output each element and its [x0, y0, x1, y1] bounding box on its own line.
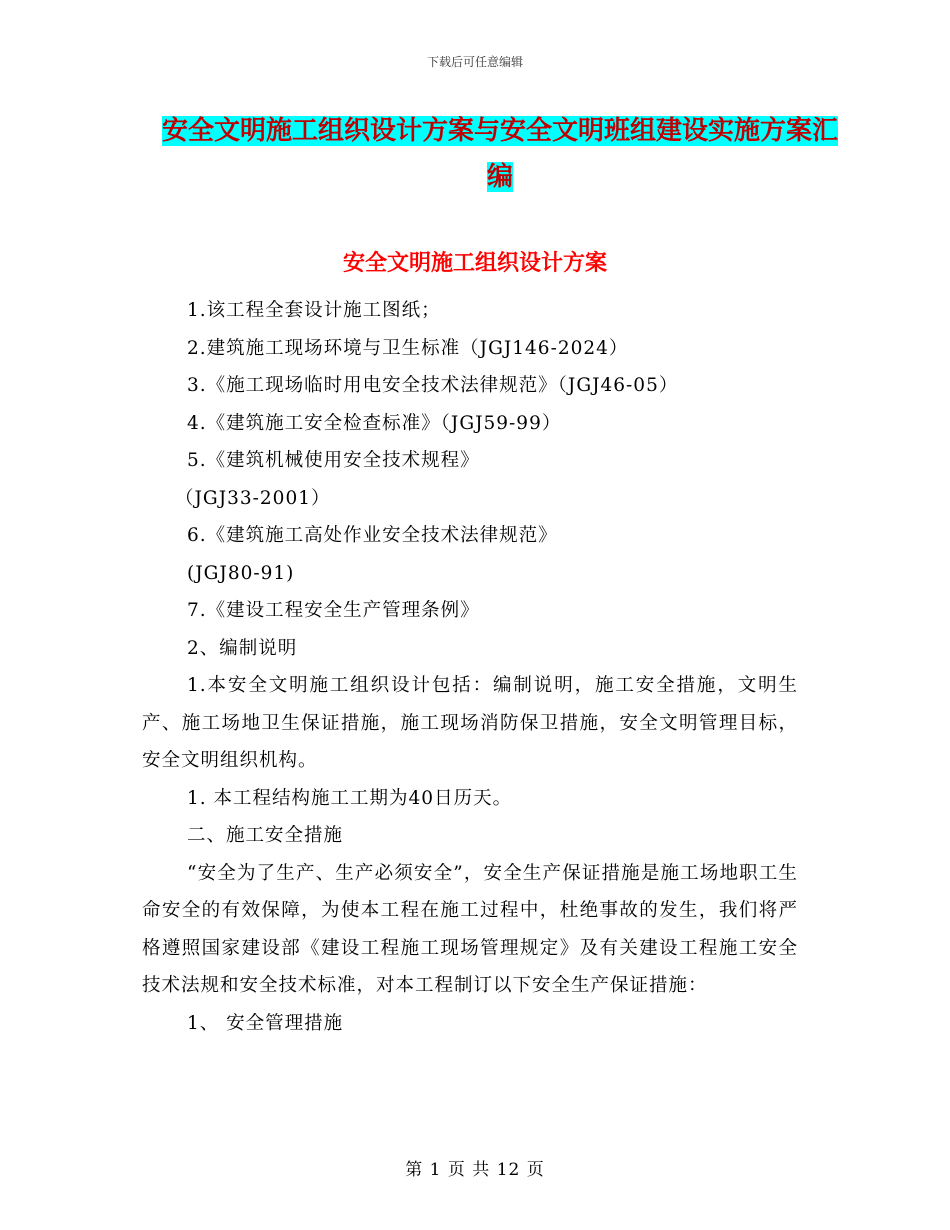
paragraph: 2.建筑施工现场环境与卫生标准（JGJ146-2024）: [187, 337, 629, 359]
paragraph: 二、施工安全措施: [187, 825, 344, 846]
paragraph: 4.《建筑施工安全检查标准》（JGJ59-99）: [187, 412, 562, 434]
paragraph: （JGJ33-2001）: [175, 487, 331, 509]
document-body: [142, 292, 798, 1042]
page-header-note: 下载后可任意编辑: [426, 55, 523, 69]
paragraph: 7.《建设工程安全生产管理条例》: [187, 600, 480, 621]
document-title-text: 安全文明施工组织设计方案与安全文明班组建设实施方案汇编: [161, 116, 838, 192]
paragraph: 6.《建筑施工高处作业安全技术法律规范》: [187, 525, 558, 546]
section-title: 安全文明施工组织设计方案: [342, 250, 607, 276]
paragraph: 1.本安全文明施工组织设计包括：编制说明，施工安全措施，文明生产、施工场地卫生保证措施，施工现场消防保卫措施，安全文明管理目标，安全文明组织机构。: [142, 675, 798, 771]
page-footer: 第 1 页 共 12 页: [405, 1160, 545, 1180]
paragraph: “安全为了生产、生产必须安全”，安全生产保证措施是施工场地职工生命安全的有效保障，为使本工程在施工过程中，杜绝事故的发生，我们将严格遵照国家建设部《建设工程施工现场管理规定》及有关建设工程施工安全技术法规和安全技术标准，对本工程制订以下安全生产保证措施：: [142, 862, 798, 996]
paragraph: 1. 本工程结构施工工期为40日历天。: [187, 787, 513, 809]
paragraph: 2、编制说明: [187, 637, 298, 659]
paragraph: 1.该工程全套设计施工图纸；: [187, 300, 441, 321]
paragraph: 3.《施工现场临时用电安全技术法律规范》（JGJ46-05）: [187, 375, 679, 396]
paragraph: 1、 安全管理措施: [187, 1012, 344, 1034]
paragraph: (JGJ80-91): [187, 562, 295, 584]
document-title: [150, 108, 850, 200]
paragraph: 5.《建筑机械使用安全技术规程》: [187, 450, 480, 471]
